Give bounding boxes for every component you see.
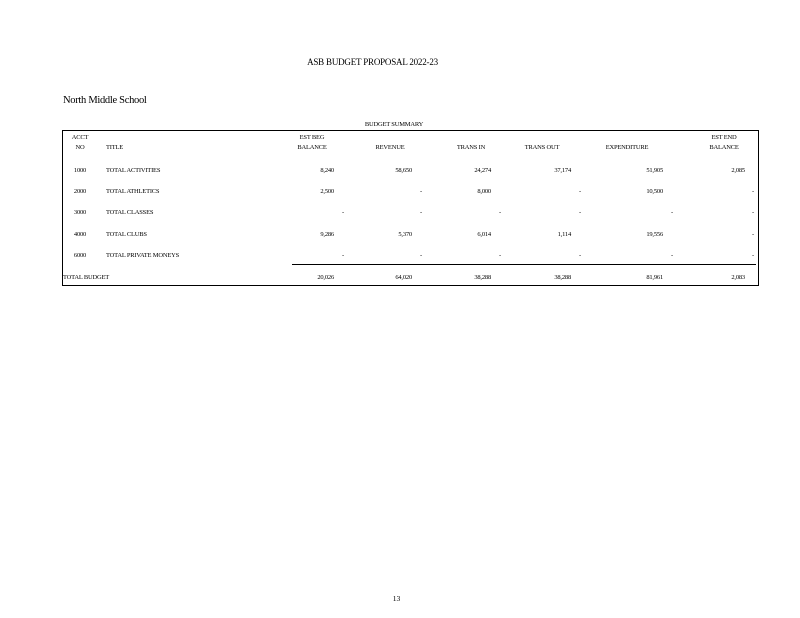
table-row-revenue: - [420,188,422,195]
table-row-end: - [752,209,754,216]
table-row-trans-in: 8,000 [477,188,491,195]
total-trans-out: 38,288 [554,274,571,281]
header-est-beg: EST BEG [299,134,325,141]
table-row-acct: 6000 [73,252,87,259]
table-row-beg: - [342,252,344,259]
table-row-end: 2,085 [731,167,745,174]
table-row-trans-out: 1,114 [557,231,571,238]
header-expenditure: EXPENDITURE [605,144,649,151]
table-row-acct: 3000 [73,209,87,216]
table-row-title: TOTAL CLASSES [106,209,154,216]
header-end-balance: BALANCE [709,144,739,151]
total-expenditure: 81,961 [646,274,663,281]
header-title: TITLE [106,144,124,151]
table-row-trans-in: - [499,209,501,216]
table-row-revenue: 5,370 [398,231,412,238]
table-row-acct: 4000 [73,231,87,238]
table-row-trans-in: 6,014 [477,231,491,238]
table-row-title: TOTAL PRIVATE MONEYS [106,252,180,259]
table-row-end: - [752,188,754,195]
total-beg: 20,026 [317,274,334,281]
table-row-expenditure: 19,556 [646,231,663,238]
table-row-trans-in: 24,274 [474,167,491,174]
table-row-title: TOTAL CLUBS [106,231,147,238]
total-budget-label: TOTAL BUDGET [63,274,110,281]
table-row-revenue: 58,650 [395,167,412,174]
page-number: 13 [392,594,401,603]
header-revenue: REVENUE [375,144,405,151]
table-row-expenditure: 10,500 [646,188,663,195]
budget-summary-heading: BUDGET SUMMARY [364,121,424,128]
table-row-title: TOTAL ATHLETICS [106,188,160,195]
table-row-end: - [752,231,754,238]
school-name: North Middle School [63,95,147,106]
table-row-revenue: - [420,252,422,259]
table-row-trans-in: - [499,252,501,259]
table-row-trans-out: 37,174 [554,167,571,174]
table-row-end: - [752,252,754,259]
header-trans-out: TRANS OUT [524,144,560,151]
subtotal-rule [292,264,756,265]
table-row-trans-out: - [579,188,581,195]
table-row-beg: 8,240 [320,167,334,174]
table-row-expenditure: - [671,209,673,216]
table-row-expenditure: - [671,252,673,259]
document-title: ASB BUDGET PROPOSAL 2022-23 [307,57,438,67]
header-beg-balance: BALANCE [297,144,327,151]
table-row-revenue: - [420,209,422,216]
total-revenue: 64,020 [395,274,412,281]
table-row-beg: - [342,209,344,216]
header-trans-in: TRANS IN [456,144,486,151]
header-no: NO [75,144,85,151]
total-end: 2,083 [731,274,745,281]
table-row-beg: 2,500 [320,188,334,195]
table-row-trans-out: - [579,209,581,216]
table-row-acct: 2000 [73,188,87,195]
table-row-acct: 1000 [73,167,87,174]
total-trans-in: 38,288 [474,274,491,281]
table-row-trans-out: - [579,252,581,259]
header-acct: ACCT [71,134,89,141]
header-est-end: EST END [711,134,737,141]
table-row-title: TOTAL ACTIVITIES [106,167,161,174]
table-row-beg: 9,286 [320,231,334,238]
table-row-expenditure: 51,905 [646,167,663,174]
